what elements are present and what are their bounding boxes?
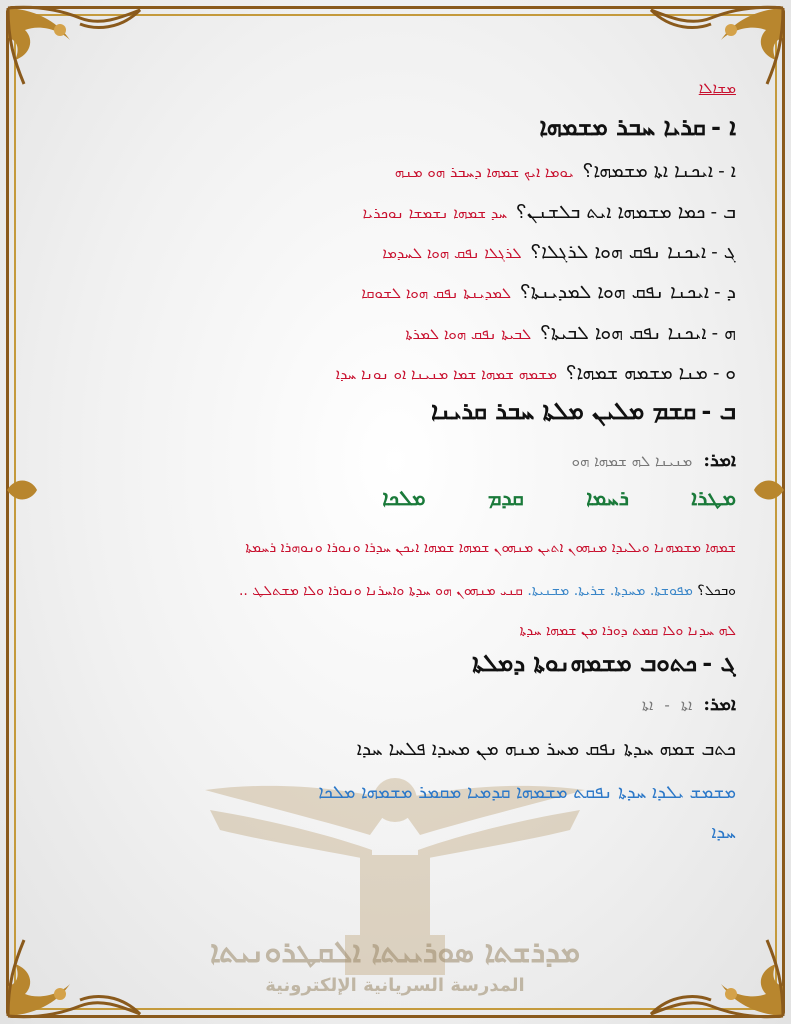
green-word: ܩܕܡ bbox=[487, 485, 524, 510]
blue-line-1: ܡܫܡܫ ܝܠܕܐ ܚܕܬܐ ܢܦܩܬ ܡܫܡܗܐ ܩܕܡܝܐ ܡܩܡܪ ܡܫܡܗܐ ܡܠܟܐ bbox=[318, 782, 736, 803]
question-text: ܐܝܟܢܐ ܢܦܩ ܗܘܐ ܠܡܕܝܢܬܐ؟ bbox=[520, 281, 710, 303]
note-row-2 bbox=[60, 694, 736, 715]
question-text: ܡܢܐ ܡܫܡܗ ܫܡܗܐ؟ bbox=[566, 362, 708, 384]
question-row bbox=[60, 160, 736, 182]
question-number: ܗ - bbox=[711, 322, 736, 344]
answer-text: ܠܡܕܝܢܬܐ ܢܦܩ ܗܘܐ ܠܫܘܩܐ bbox=[361, 284, 512, 302]
answer-text: ܠܒܝܬܐ ܢܦܩ ܗܘܐ ܠܡܪܬܐ bbox=[405, 325, 532, 343]
heading-number: ܓ - bbox=[702, 648, 736, 677]
note-text: ܡܢܝܢܐ ܠܗ ܫܡܗܐ ܗܘ bbox=[571, 452, 693, 470]
paragraph-red-segment: ܩܢܝ ܡܢܗܘܢ ܗܘ ܚܕܬܐ ܘܐܚܪܢܐ ܘܢܘܪܐ ܘܠܐ ܡܫܬܠܛ .. bbox=[238, 583, 523, 599]
paragraph-line-3: ܠܗ ܚܕܢܐ ܘܠܐ ܩܡܬ ܕܘܪܐ ܡܢ ܫܡܗܐ ܚܕܬܐ bbox=[519, 623, 736, 639]
paragraph-black-segment: ܘܒܟܠ؟ bbox=[697, 583, 736, 599]
example-line: ܟܬܒ ܫܡܗ ܚܕܬܐ ܢܦܩ ܡܚܪ ܡܢܗ ܡܢ ܡܚܕܐ ܦܠܚܐ ܚܕܐ bbox=[356, 738, 736, 760]
watermark-syriac-text: ܡܕܪܫܬܐ ܣܘܪܝܝܬܐ ܐܠܩܛܪܘܢܝܬܐ bbox=[209, 935, 581, 970]
watermark-arabic-text: المدرسة السريانية الإلكترونية bbox=[265, 975, 525, 996]
question-row bbox=[60, 322, 736, 344]
paragraph-line-2 bbox=[60, 583, 736, 599]
question-number: ܓ - bbox=[711, 241, 736, 263]
blue-line-2: ܚܕܐ bbox=[711, 822, 736, 843]
note-row bbox=[60, 450, 736, 471]
heading-text: ܩܪܝܐ ܚܒܪ ܡܫܡܗܐ bbox=[539, 112, 706, 141]
heading-1 bbox=[60, 112, 736, 141]
answer-text: ܚܕ ܫܡܗܐ ܢܫܡܫܐ ܢܘܟܪܝܐ bbox=[362, 204, 508, 222]
note-label: ܐܡܪ: bbox=[703, 450, 736, 471]
question-number: ܘ - bbox=[712, 362, 736, 384]
corner-ornament-icon bbox=[0, 934, 150, 1024]
section-tag-row bbox=[60, 78, 736, 97]
section-tag: ܡܫܐܠܐ bbox=[698, 79, 736, 97]
note-word-b: ܐܬܐ bbox=[641, 696, 654, 714]
question-row bbox=[60, 362, 736, 384]
note-word-a: ܐܬܐ bbox=[680, 696, 693, 714]
heading-number: ܒ - bbox=[701, 396, 736, 425]
note-label: ܐܡܪ: bbox=[703, 694, 736, 715]
heading-3 bbox=[60, 648, 736, 677]
heading-2 bbox=[60, 396, 736, 425]
question-text: ܐܝܟܢܐ ܐܬܐ ܡܫܡܗܐ؟ bbox=[582, 160, 714, 182]
question-row bbox=[60, 241, 736, 263]
green-word-list bbox=[60, 485, 736, 511]
corner-ornament-icon bbox=[0, 0, 150, 90]
paragraph-blue-segment: ܡܦܘܫܬܐ. ܡܚܕܬܐ. ܫܪܝܬܐ. ܡܫܢܝܬܐ. bbox=[527, 583, 693, 599]
green-word: ܡܛܪܐ bbox=[691, 485, 736, 510]
corner-ornament-icon bbox=[641, 0, 791, 90]
question-row bbox=[60, 281, 736, 303]
answer-text: ܠܪܓܠܐ ܢܦܩ ܗܘܐ ܠܚܕܡܐ bbox=[382, 244, 522, 262]
green-word: ܪܚܡܐ bbox=[586, 485, 629, 510]
corner-ornament-icon bbox=[641, 934, 791, 1024]
question-text: ܐܝܟܢܐ ܢܦܩ ܗܘܐ ܠܒܝܬܐ؟ bbox=[540, 322, 707, 344]
heading-text: ܩܫܡ ܡܠܝܢ ܡܠܬܐ ܚܒܪ ܩܪܝܢܐ bbox=[431, 396, 697, 425]
side-ornament-icon bbox=[749, 470, 789, 510]
question-number: ܐ - bbox=[718, 160, 736, 182]
answer-text: ܡܫܡܗ ܫܡܗܐ ܫܡܐ ܡܢܝܢܐ ܐܘ ܢܘܢܐ ܚܕܐ bbox=[335, 365, 557, 383]
question-number: ܒ - bbox=[710, 201, 736, 223]
question-row bbox=[60, 201, 736, 223]
note-dash: - bbox=[664, 696, 670, 714]
answer-text: ܝܘܡܐ ܐܝܟ ܫܡܗܐ ܕܚܒܪ ܗܘ ܡܢܗ bbox=[394, 163, 574, 181]
heading-text: ܟܬܘܒ ܡܫܡܗܢܘܬܐ ܕܡܠܬܐ bbox=[472, 648, 698, 677]
question-text: ܟܡܐ ܡܫܡܗܐ ܐܝܬ ܒܠܫܢܢ؟ bbox=[516, 201, 706, 223]
question-number: ܕ - bbox=[714, 281, 736, 303]
green-word: ܡܠܟܐ bbox=[382, 485, 426, 510]
heading-number: ܐ - bbox=[710, 112, 736, 141]
side-ornament-icon bbox=[2, 470, 42, 510]
paragraph-line-1: ܫܡܗܐ ܡܫܡܗܢܐ ܘܝܠܝܕܐ ܡܢܗܘܢ ܐܬܝܢ ܡܢܗܘܢ ܫܡܗܐ ܫܡܗܐ ܐܝܟܢ ܚܕܪܐ ܘܢܘܪܐ ܘܢܘܗܪܐ ܪܚܡܬܐ bbox=[245, 540, 736, 556]
question-text: ܐܝܟܢܐ ܢܦܩ ܗܘܐ ܠܪܓܠܐ؟ bbox=[530, 241, 707, 263]
